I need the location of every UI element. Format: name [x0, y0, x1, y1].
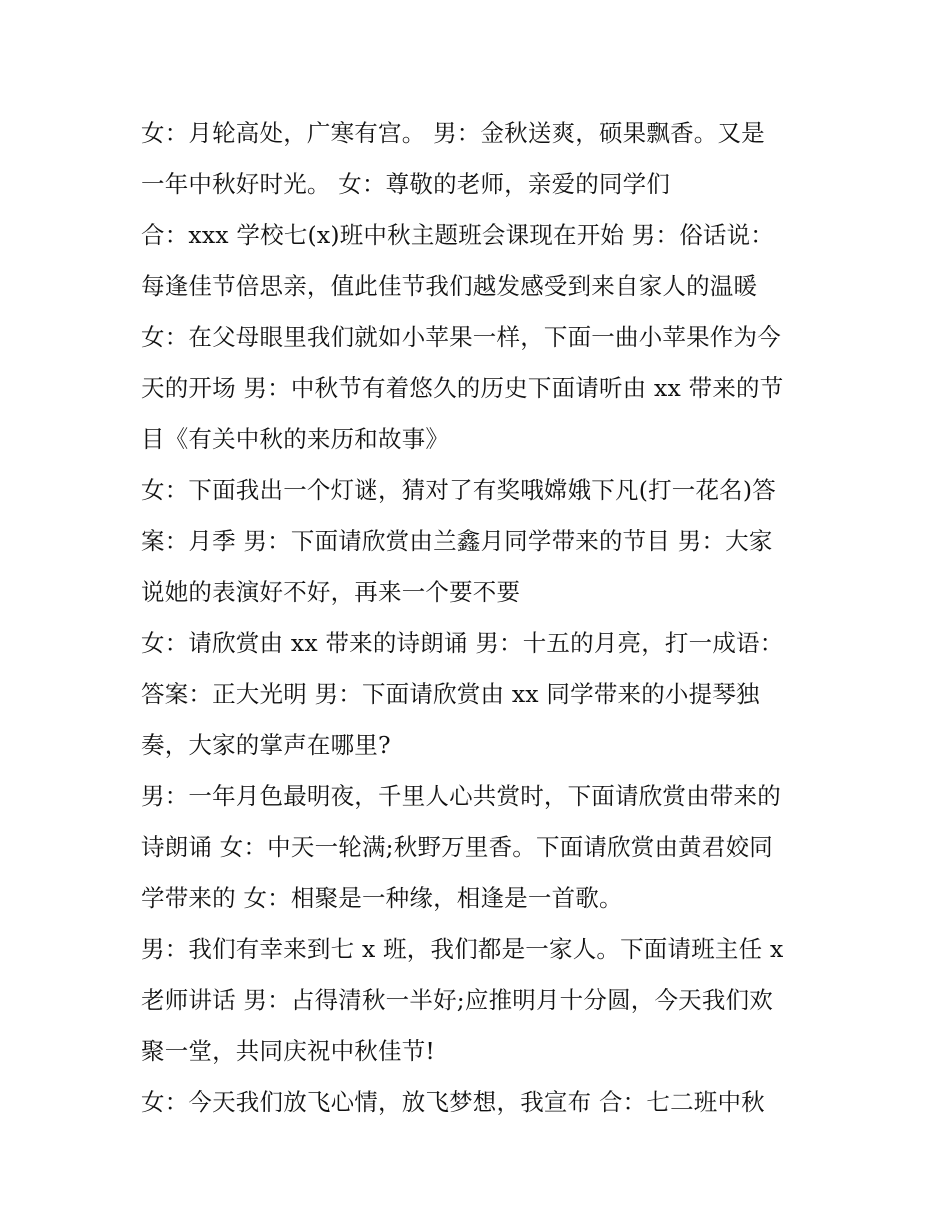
- text-line: 诗朗诵 女：中天一轮满;秋野万里香。下面请欣赏由黄君姣同: [141, 833, 773, 861]
- text-line: 合：xxx 学校七(x)班中秋主题班会课现在开始 男：俗话说：: [141, 221, 774, 249]
- text-line: 目《有关中秋的来历和故事》: [141, 425, 450, 453]
- text-line: 聚一堂，共同庆祝中秋佳节!: [141, 1037, 436, 1065]
- text-line: 每逢佳节倍思亲，值此佳节我们越发感受到来自家人的温暖: [141, 272, 758, 300]
- document-body: [141, 108, 831, 1128]
- text-line: 女：月轮高处，广寒有宫。 男：金秋送爽，硕果飘香。又是: [141, 119, 765, 147]
- text-line: 案：月季 男：下面请欣赏由兰鑫月同学带来的节目 男：大家: [141, 527, 773, 555]
- text-line: 女：在父母眼里我们就如小苹果一样，下面一曲小苹果作为今: [141, 323, 781, 351]
- text-line: 女：请欣赏由 xx 带来的诗朗诵 男：十五的月亮，打一成语：: [141, 629, 784, 657]
- text-line: 女：今天我们放飞心情，放飞梦想，我宣布 合：七二班中秋: [141, 1088, 765, 1116]
- text-line: 男：一年月色最明夜，千里人心共赏时，下面请欣赏由带来的: [141, 782, 781, 810]
- text-line: 奏，大家的掌声在哪里?: [141, 731, 391, 759]
- text-line: 学带来的 女：相聚是一种缘，相逢是一首歌。: [141, 884, 623, 912]
- text-line: 女：下面我出一个灯谜，猜对了有奖哦嫦娥下凡(打一花名)答: [141, 476, 776, 504]
- text-line: 答案：正大光明 男：下面请欣赏由 xx 同学带来的小提琴独: [141, 680, 760, 708]
- text-line: 天的开场 男：中秋节有着悠久的历史下面请听由 xx 带来的节: [141, 374, 784, 402]
- text-line: 男：我们有幸来到七 x 班，我们都是一家人。下面请班主任 x: [141, 935, 784, 963]
- text-line: 说她的表演好不好，再来一个要不要: [141, 578, 521, 606]
- text-line: 老师讲话 男：占得清秋一半好;应推明月十分圆，今天我们欢: [141, 986, 773, 1014]
- text-line: 一年中秋好时光。 女：尊敬的老师，亲爱的同学们: [141, 170, 671, 198]
